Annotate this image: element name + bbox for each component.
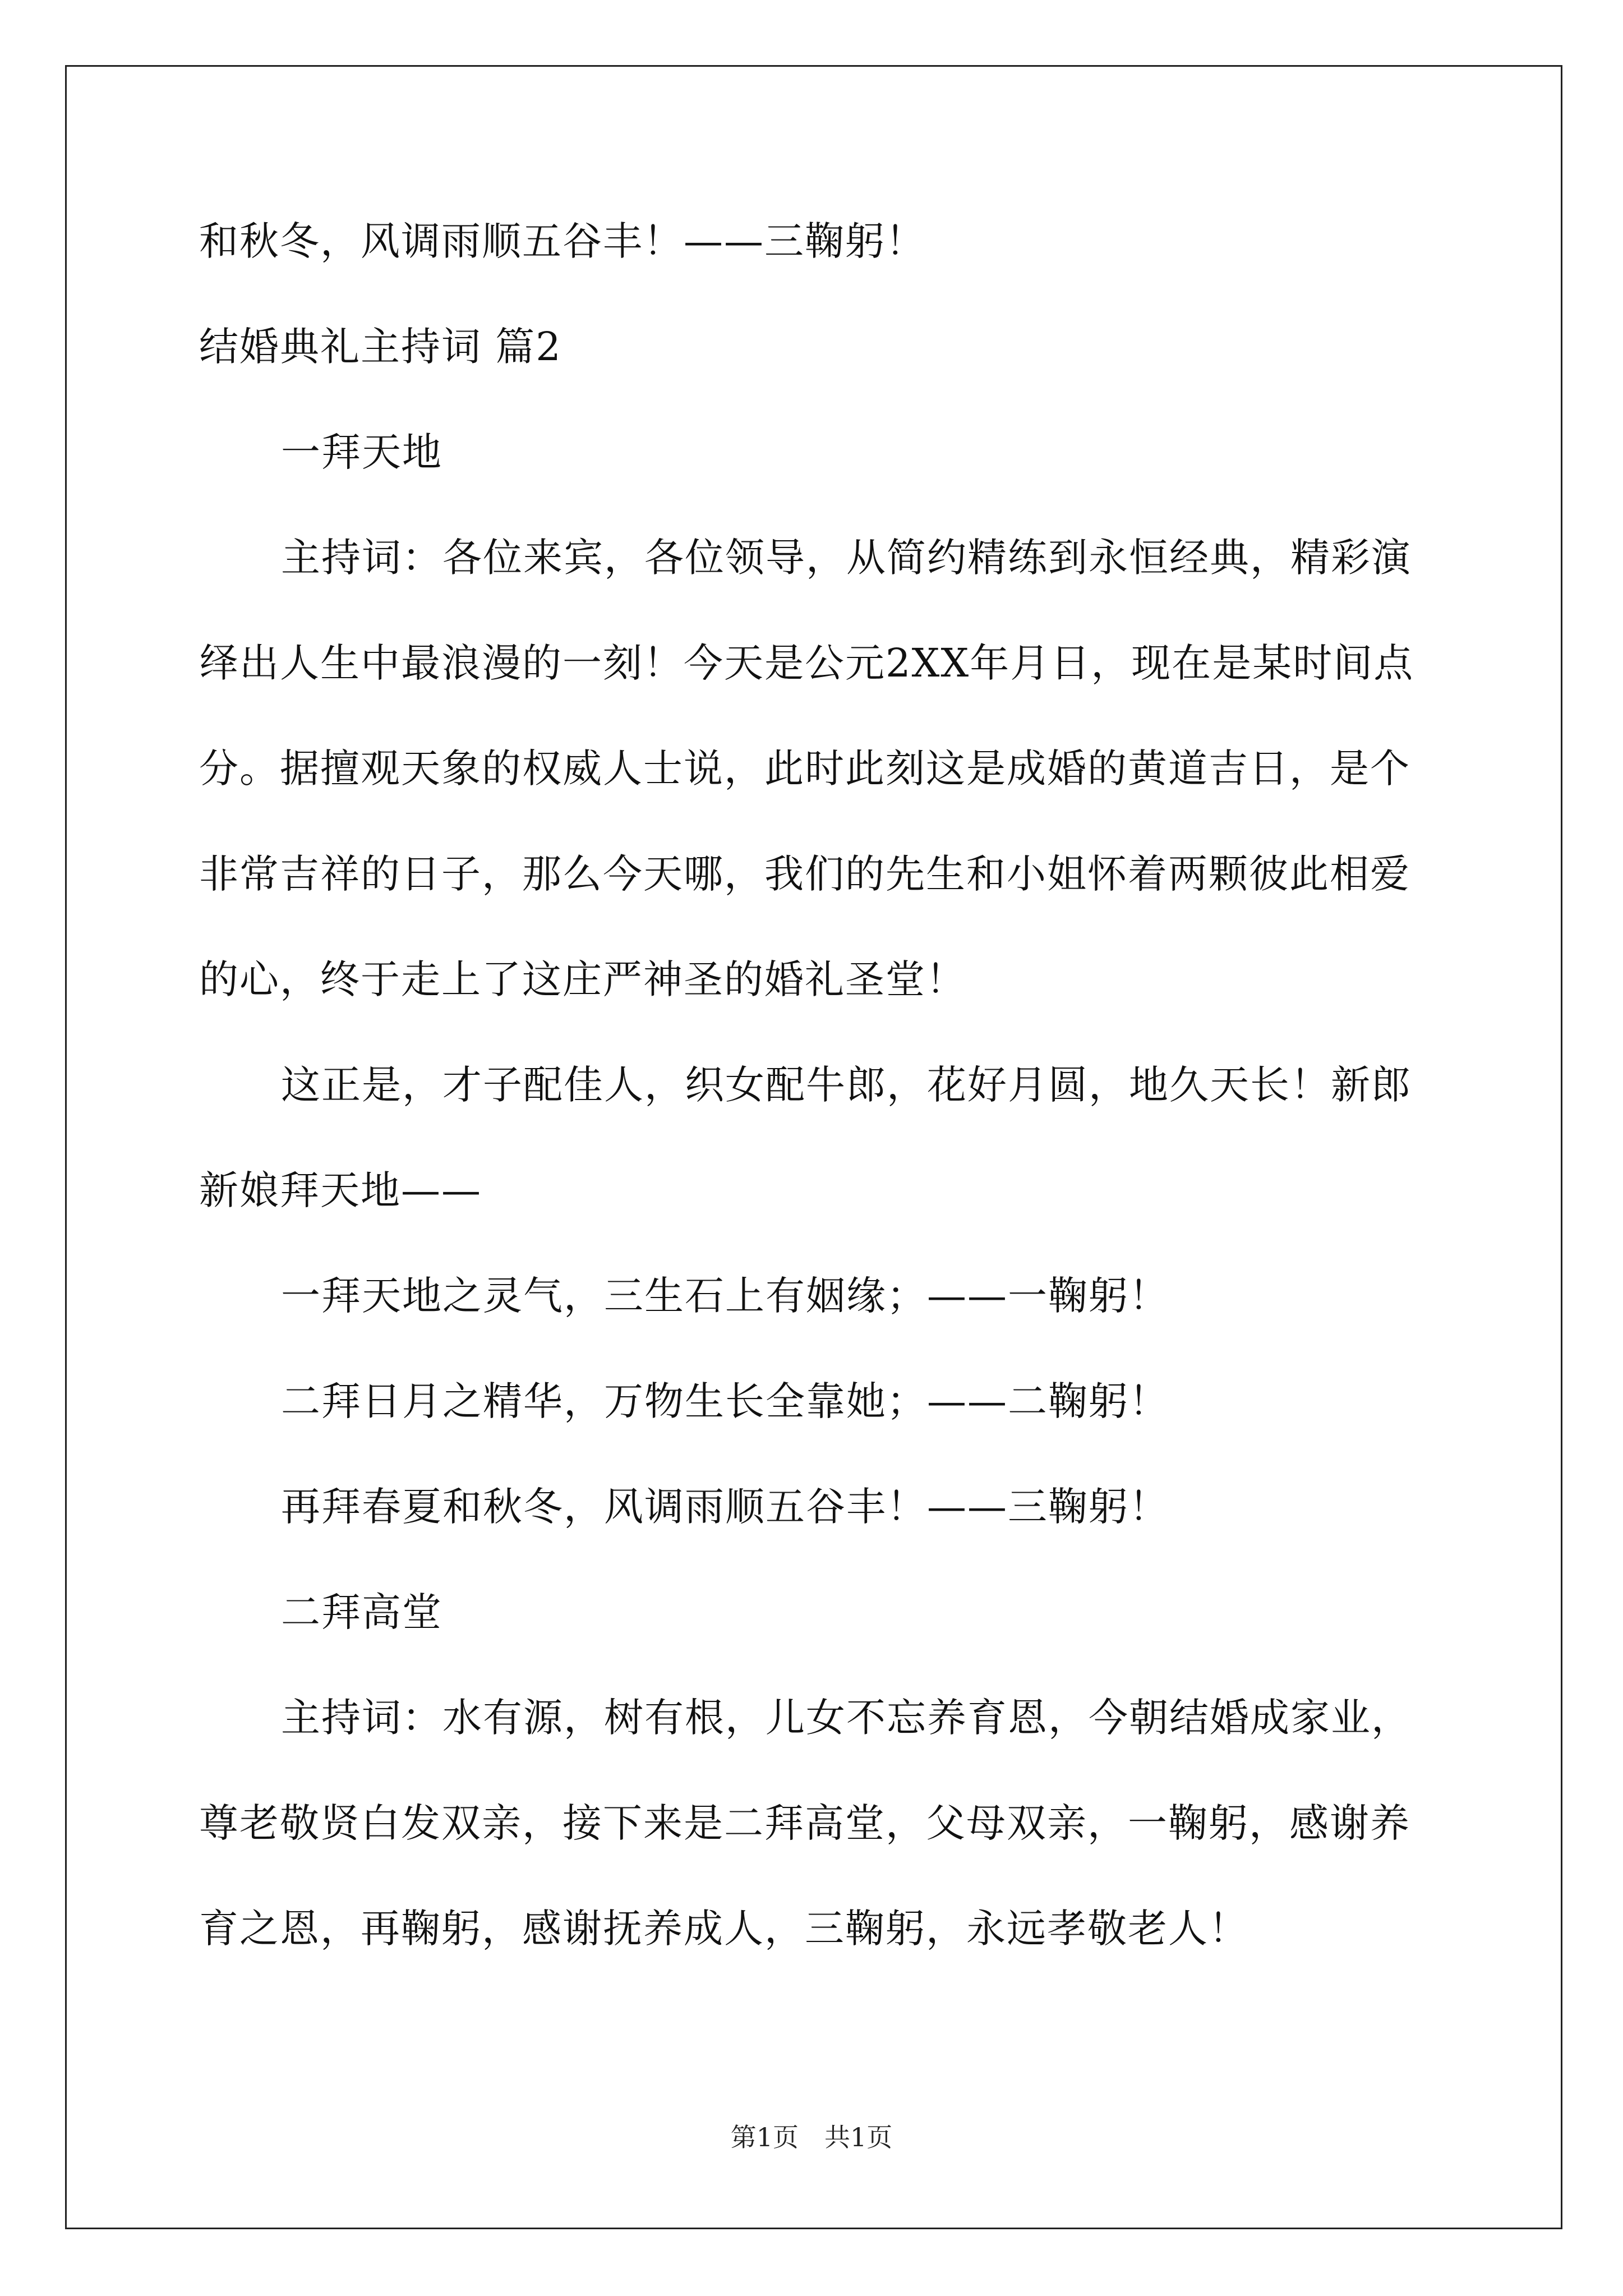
text-line: 这正是，才子配佳人，织女配牛郎，花好月圆，地久天长！新郎	[281, 1062, 1412, 1108]
subsection-heading: 二拜高堂	[281, 1589, 442, 1635]
text-line: 和秋冬，风调雨顺五谷丰！——三鞠躬！	[199, 218, 926, 264]
text-line: 主持词：水有源，树有根，儿女不忘养育恩，今朝结婚成家业，	[281, 1695, 1412, 1741]
text-line: 尊老敬贤白发双亲，接下来是二拜高堂，父母双亲，一鞠躬，感谢养	[199, 1800, 1410, 1846]
section-heading: 结婚典礼主持词 篇2	[199, 324, 562, 370]
text-line: 主持词：各位来宾，各位领导，从简约精练到永恒经典，精彩演	[281, 535, 1412, 581]
text-line: 的心，终于走上了这庄严神圣的婚礼圣堂！	[199, 956, 966, 1002]
text-line: 绎出人生中最浪漫的一刻！今天是公元2XX年月日，现在是某时间点	[199, 640, 1414, 686]
text-line: 二拜日月之精华，万物生长全靠她；——二鞠躬！	[281, 1378, 1169, 1424]
page-footer: 第1页 共1页	[730, 2122, 893, 2152]
subsection-heading: 一拜天地	[281, 429, 442, 475]
text-line: 育之恩，再鞠躬，感谢抚养成人，三鞠躬，永远孝敬老人！	[199, 1906, 1249, 1952]
text-line: 新娘拜天地——	[199, 1167, 482, 1213]
text-line: 分。据擅观天象的权威人士说，此时此刻这是成婚的黄道吉日，是个	[199, 746, 1410, 792]
text-line: 非常吉祥的日子，那么今天哪，我们的先生和小姐怀着两颗彼此相爱	[199, 851, 1410, 897]
text-line: 一拜天地之灵气，三生石上有姻缘；——一鞠躬！	[281, 1273, 1169, 1319]
text-line: 再拜春夏和秋冬，风调雨顺五谷丰！——三鞠躬！	[281, 1484, 1169, 1530]
